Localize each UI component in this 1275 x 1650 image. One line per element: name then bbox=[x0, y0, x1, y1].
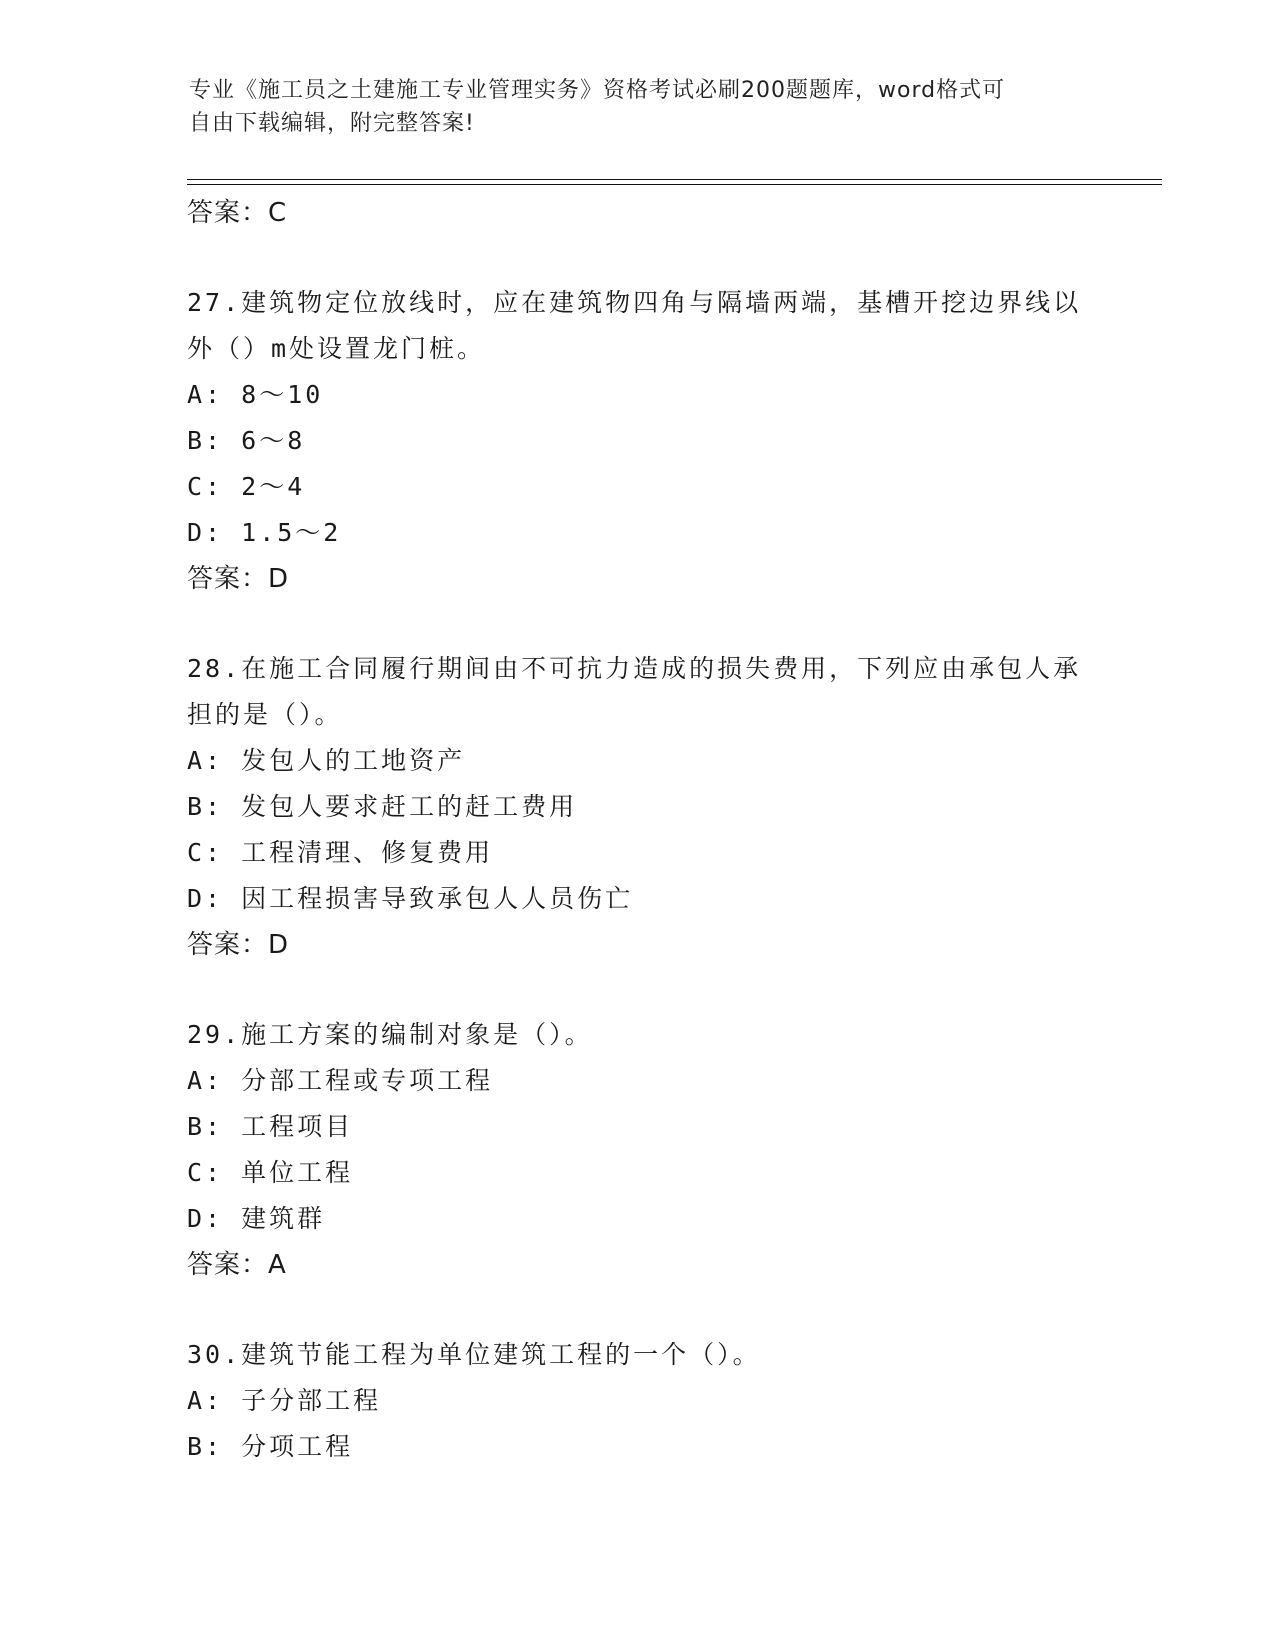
question-text: 28.在施工合同履行期间由不可抗力造成的损失费用，下列应由承包人承担的是（）。 bbox=[187, 654, 1082, 729]
question-text: 30.建筑节能工程为单位建筑工程的一个（）。 bbox=[187, 1340, 761, 1369]
answer-text: 答案：D bbox=[187, 930, 290, 960]
option-b: B: 发包人要求赶工的赶工费用 bbox=[187, 792, 578, 821]
option-a: A: 子分部工程 bbox=[187, 1386, 382, 1415]
answer-text: 答案：A bbox=[187, 1250, 287, 1280]
option-c: C: 2～4 bbox=[187, 472, 306, 501]
option-b: B: 工程项目 bbox=[187, 1112, 354, 1141]
document-header bbox=[189, 74, 1089, 140]
option-d: D: 建筑群 bbox=[187, 1204, 326, 1233]
question-block-29 bbox=[187, 1012, 1087, 1288]
header-divider-bottom bbox=[187, 184, 1162, 185]
previous-answer: 答案：C bbox=[187, 198, 288, 228]
question-text: 29.施工方案的编制对象是（）。 bbox=[187, 1020, 593, 1049]
question-block-30 bbox=[187, 1332, 1087, 1470]
option-c: C: 单位工程 bbox=[187, 1158, 354, 1187]
option-c: C: 工程清理、修复费用 bbox=[187, 838, 494, 867]
question-text: 27.建筑物定位放线时，应在建筑物四角与隔墙两端，基槽开挖边界线以外（）m处设置龙门桩。 bbox=[187, 288, 1082, 363]
header-line-1: 专业《施工员之土建施工专业管理实务》资格考试必刷200题题库，word格式可 bbox=[189, 78, 1006, 103]
question-block-28 bbox=[187, 646, 1087, 968]
question-block-27 bbox=[187, 280, 1087, 602]
option-d: D: 1.5～2 bbox=[187, 518, 342, 547]
header-divider-top bbox=[187, 179, 1162, 180]
document-body bbox=[187, 190, 1087, 1470]
answer-text: 答案：D bbox=[187, 564, 290, 594]
option-d: D: 因工程损害导致承包人人员伤亡 bbox=[187, 884, 634, 913]
header-line-2: 自由下载编辑，附完整答案! bbox=[189, 111, 475, 136]
option-b: B: 分项工程 bbox=[187, 1432, 354, 1461]
option-a: A: 8～10 bbox=[187, 380, 324, 409]
option-b: B: 6～8 bbox=[187, 426, 306, 455]
option-a: A: 发包人的工地资产 bbox=[187, 746, 466, 775]
option-a: A: 分部工程或专项工程 bbox=[187, 1066, 494, 1095]
